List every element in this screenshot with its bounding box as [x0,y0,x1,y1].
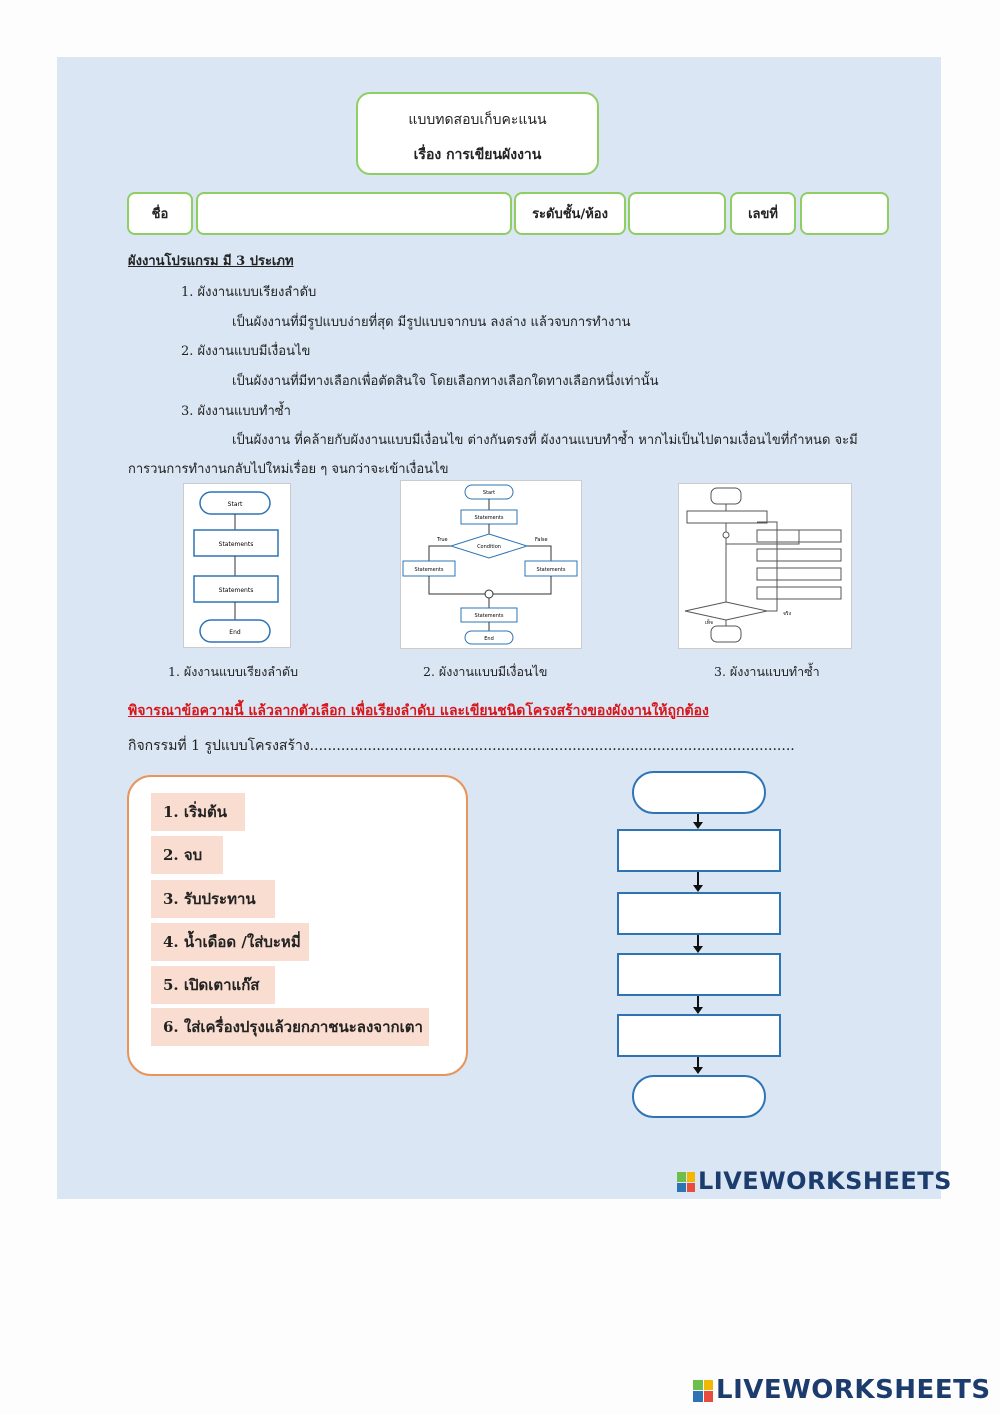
fig1-stmt2-text: Statements [218,587,254,594]
fig2-stmt-left-text: Statements [414,567,444,573]
number-input[interactable] [800,192,889,235]
class-label: ระดับชั้น/ห้อง [514,192,626,235]
figure2-caption: 2. ผังงานแบบมีเงื่อนไข [423,664,548,679]
logo-text: LIVEWORKSHEETS [716,1375,991,1405]
choice-chip[interactable]: 6. ใส่เครื่องปรุงแล้วยกภาชนะลงจากเตา [151,1008,429,1046]
type3-title: 3. ผังงานแบบทำซ้ำ [181,404,291,419]
type1-title: 1. ผังงานแบบเรียงลำดับ [181,285,317,300]
structure-type-answer-input[interactable] [330,736,676,752]
fig2-true-label: True [437,537,448,543]
fig3-false-label: เท็จ [705,620,713,626]
choice-chip[interactable]: 1. เริ่มต้น [151,793,245,831]
fig3-step-2 [757,549,841,561]
activity-prompt: กิจกรรมที่ 1 รูปแบบโครงสร้าง............................................................................................................. [128,738,795,754]
fig2-start-text: Start [482,490,496,496]
choice-chip[interactable]: 5. เปิดเตาแก๊ส [151,966,275,1004]
fig2-stmt-bottom-text: Statements [474,613,504,619]
liveworksheets-logo-inner [677,1167,952,1195]
figure3-caption: 3. ผังงานแบบทำซ้ำ [714,664,820,679]
type2-desc: เป็นผังงานที่มีทางเลือกเพื่อตัดสินใจ โดยเลือกทางเลือกใดทางเลือกหนึ่งเท่านั้น [232,374,659,389]
figure-conditional-flowchart [400,480,582,649]
liveworksheets-logo-icon [693,1380,713,1402]
figure-sequential-flowchart [183,483,291,648]
number-label: เลขที่ [730,192,796,235]
choices-container [127,775,468,1076]
title-box [356,92,599,175]
fig3-start-terminal [711,488,741,504]
choice-chip[interactable]: 3. รับประทาน [151,880,275,918]
fig3-step-3 [757,568,841,580]
type3-desc-line1: เป็นผังงาน ที่คล้ายกับผังงานแบบมีเงื่อนไข ต่างกันตรงที่ ผังงานแบบทำซ้ำ หากไม่เป็นไปตามเงื่อนไขที่กำหนด จะมี [232,433,858,448]
fig2-stmt-right-text: Statements [536,567,566,573]
fig2-false-label: False [535,537,548,543]
figure1-caption: 1. ผังงานแบบเรียงลำดับ [168,664,299,679]
choice-chip[interactable]: 2. จบ [151,836,223,874]
liveworksheets-logo-footer [693,1375,991,1405]
fig3-end-terminal [711,626,741,642]
liveworksheets-logo-icon [677,1172,695,1192]
fig3-condition-diamond [685,602,767,620]
title-line-2: เรื่อง การเขียนผังงาน [413,147,542,163]
section-heading: ผังงานโปรแกรม มี 3 ประเภท [128,254,294,269]
fig2-condition-text: Condition [477,544,501,550]
fig1-stmt1-text: Statements [218,541,254,548]
fig1-end-text: End [229,629,241,636]
class-input[interactable] [628,192,726,235]
fig3-step-4 [757,587,841,599]
logo-text: LIVEWORKSHEETS [698,1167,952,1195]
fig3-init-box [687,511,767,523]
fig2-connector [485,590,493,598]
activity-instruction: พิจารณาข้อความนี้ แล้วลากตัวเลือก เพื่อเรียงลำดับ และเขียนชนิดโครงสร้างของผังงานให้ถูกต้อง [128,703,709,719]
type2-title: 2. ผังงานแบบมีเงื่อนไข [181,344,311,359]
title-line-1: แบบทดสอบเก็บคะแนน [408,112,547,128]
type1-desc: เป็นผังงานที่มีรูปแบบง่ายที่สุด มีรูปแบบจากบน ลงล่าง แล้วจบการทำงาน [232,315,631,330]
flowchart-start-dropzone[interactable] [632,771,766,814]
fig2-end-text: End [484,636,494,642]
flowchart-end-dropzone[interactable] [632,1075,766,1118]
name-input[interactable] [196,192,512,235]
name-label: ชื่อ [127,192,193,235]
fig2-stmt-top-text: Statements [474,515,504,521]
choice-chip[interactable]: 4. น้ำเดือด /ใส่บะหมี่ [151,923,309,961]
figure-loop-flowchart [678,483,852,649]
fig3-true-label: จริง [783,611,792,617]
fig1-start-text: Start [227,501,243,508]
type3-desc-line2: การวนการทำงานกลับไปใหม่เรื่อย ๆ จนกว่าจะเข้าเงื่อนไข [128,462,449,477]
flowchart-arrows [688,812,708,1078]
